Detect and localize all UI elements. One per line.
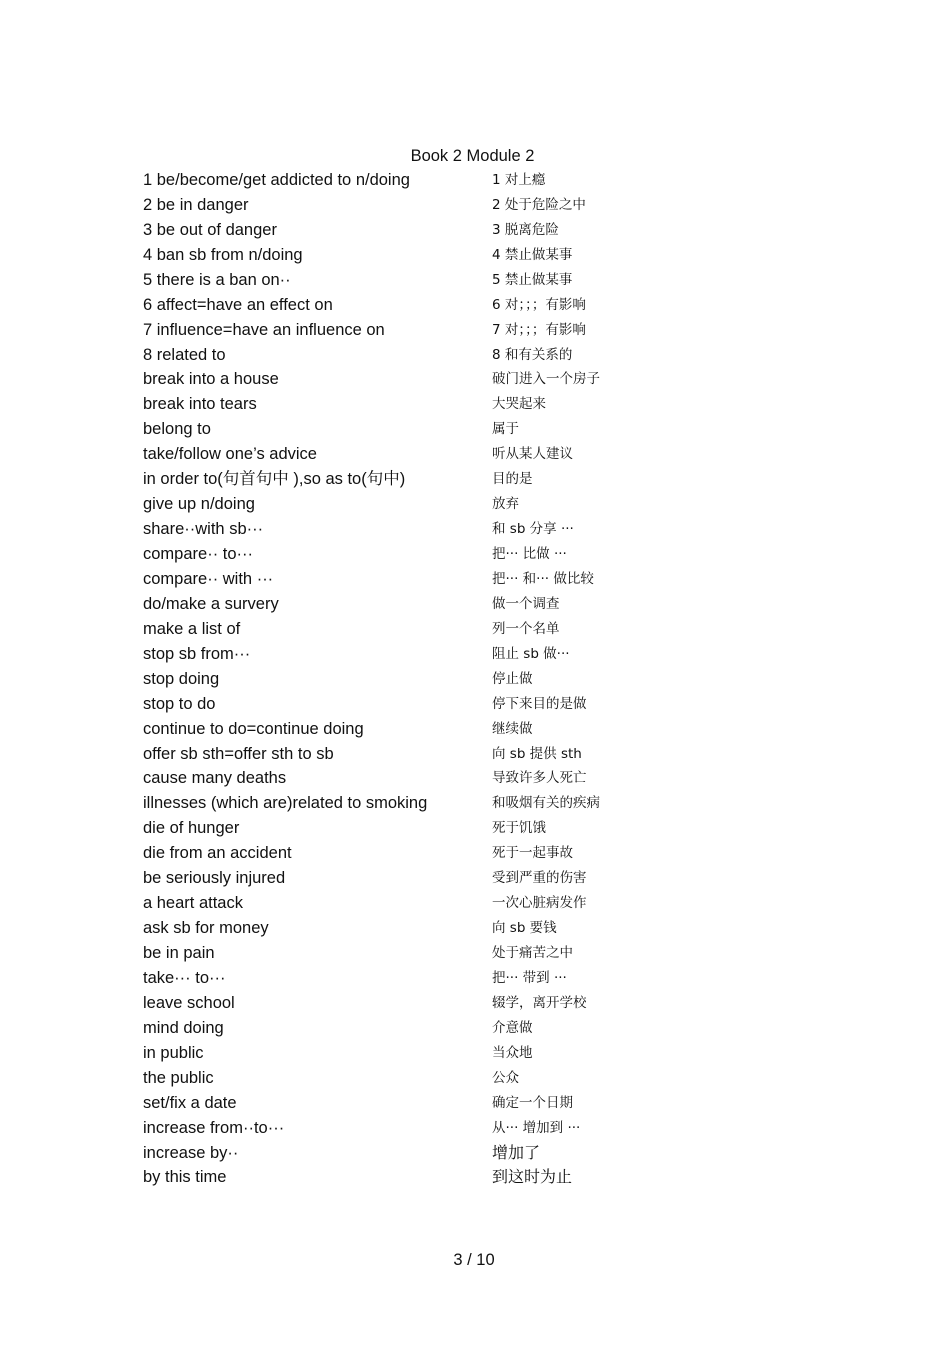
english-phrase: take/follow one’s advice [143, 445, 317, 464]
chinese-meaning: 介意做 [492, 1019, 533, 1036]
list-item [143, 318, 703, 343]
chinese-meaning: 停止做 [492, 670, 533, 687]
english-phrase: 6 affect=have an effect on [143, 295, 333, 314]
english-phrase: in order to(句首句中 ),so as to(句中) [143, 470, 406, 489]
english-phrase: die from an accident [143, 844, 292, 863]
english-phrase: cause many deaths [143, 769, 287, 788]
chinese-meaning: 做一个调查 [492, 595, 560, 612]
chinese-meaning: 受到严重的伤害 [492, 870, 587, 887]
vocabulary-list [143, 168, 703, 1190]
chinese-meaning: 阻止 sb 做··· [492, 645, 570, 662]
english-phrase: a heart attack [143, 894, 243, 913]
english-phrase: 1 be/become/get addicted to n/doing [143, 170, 410, 189]
english-phrase: continue to do=continue doing [143, 719, 364, 738]
english-phrase: 3 be out of danger [143, 220, 277, 239]
list-item [143, 442, 703, 467]
english-phrase: make a list of [143, 619, 241, 638]
english-phrase: 2 be in danger [143, 195, 249, 214]
chinese-meaning: 把··· 和··· 做比较 [492, 570, 594, 587]
english-phrase: ask sb for money [143, 919, 269, 938]
english-phrase: break into tears [143, 395, 257, 414]
english-phrase: the public [143, 1068, 214, 1087]
chinese-meaning: 死于一起事故 [492, 845, 573, 862]
list-item [143, 1091, 703, 1116]
english-phrase: set/fix a date [143, 1093, 237, 1112]
list-item [143, 542, 703, 567]
english-phrase: share··with sb··· [143, 520, 264, 539]
english-phrase: 7 influence=have an influence on [143, 320, 385, 339]
list-item [143, 392, 703, 417]
list-item [143, 991, 703, 1016]
english-phrase: give up n/doing [143, 495, 255, 514]
chinese-meaning: 辍学，离开学校 [492, 994, 587, 1011]
list-item [143, 891, 703, 916]
list-item [143, 467, 703, 492]
list-item [143, 816, 703, 841]
page-number: 3 / 10 [453, 1251, 495, 1269]
chinese-meaning: 7 对；；；有影响 [492, 321, 586, 338]
chinese-meaning: 大哭起来 [492, 396, 546, 413]
list-item [143, 717, 703, 742]
english-phrase: increase by·· [143, 1143, 239, 1162]
list-item [143, 791, 703, 816]
list-item [143, 1041, 703, 1066]
chinese-meaning: 向 sb 要钱 [492, 920, 557, 937]
list-item [143, 417, 703, 442]
list-item [143, 343, 703, 368]
chinese-meaning: 放弃 [492, 496, 519, 513]
chinese-meaning: 一次心脏病发作 [492, 895, 587, 912]
list-item [143, 841, 703, 866]
list-item [143, 193, 703, 218]
english-phrase: stop to do [143, 694, 216, 713]
english-phrase: compare·· with ··· [143, 569, 274, 588]
chinese-meaning: 死于饥饿 [492, 820, 546, 837]
chinese-meaning: 2 处于危险之中 [492, 196, 586, 213]
english-phrase: be in pain [143, 944, 215, 962]
english-phrase: do/make a survery [143, 594, 279, 613]
english-phrase: 4 ban sb from n/doing [143, 245, 303, 264]
english-phrase: 8 related to [143, 345, 226, 364]
list-item [143, 368, 703, 393]
english-phrase: in public [143, 1043, 204, 1062]
chinese-meaning: 公众 [492, 1069, 519, 1086]
english-phrase: increase from··to··· [143, 1118, 285, 1137]
chinese-meaning: 5 禁止做某事 [492, 271, 573, 288]
english-phrase: break into a house [143, 370, 279, 389]
english-phrase: mind doing [143, 1018, 224, 1037]
list-item [143, 243, 703, 268]
list-item [143, 492, 703, 517]
chinese-meaning: 6 对；；；有影响 [492, 296, 586, 313]
list-item [143, 1166, 703, 1191]
english-phrase: stop doing [143, 669, 220, 688]
english-phrase: illnesses (which are)related to smoking [143, 794, 428, 813]
english-phrase: belong to [143, 420, 211, 439]
english-phrase: take··· to··· [143, 968, 226, 987]
chinese-meaning: 把··· 带到 ··· [492, 969, 567, 986]
list-item [143, 767, 703, 792]
chinese-meaning: 停下来目的是做 [492, 695, 587, 712]
chinese-meaning: 破门进入一个房子 [492, 371, 600, 388]
english-phrase: by this time [143, 1168, 227, 1187]
list-item [143, 916, 703, 941]
list-item [143, 941, 703, 966]
chinese-meaning: 4 禁止做某事 [492, 246, 573, 263]
english-phrase: be seriously injured [143, 869, 286, 888]
chinese-meaning: 属于 [492, 421, 519, 438]
list-item [143, 592, 703, 617]
list-item [143, 567, 703, 592]
english-phrase: leave school [143, 993, 235, 1012]
chinese-meaning: 当众地 [492, 1044, 533, 1061]
chinese-meaning: 到这时为止 [492, 1167, 573, 1187]
list-item [143, 642, 703, 667]
list-item [143, 268, 703, 293]
english-phrase: offer sb sth=offer sth to sb [143, 744, 334, 763]
page-title: Book 2 Module 2 [410, 147, 535, 165]
english-phrase: compare·· to··· [143, 545, 254, 563]
chinese-meaning: 从··· 增加到 ··· [492, 1119, 581, 1136]
chinese-meaning: 和 sb 分享 ··· [492, 521, 574, 538]
chinese-meaning: 确定一个日期 [492, 1094, 573, 1111]
list-item [143, 1016, 703, 1041]
list-item [143, 866, 703, 891]
chinese-meaning: 把··· 比做 ··· [492, 546, 567, 562]
chinese-meaning: 听从某人建议 [492, 446, 573, 463]
list-item [143, 692, 703, 717]
chinese-meaning: 列一个名单 [492, 620, 560, 637]
chinese-meaning: 处于痛苦之中 [492, 945, 573, 961]
chinese-meaning: 导致许多人死亡 [492, 770, 587, 787]
list-item [143, 742, 703, 767]
english-phrase: die of hunger [143, 819, 240, 838]
list-item [143, 293, 703, 318]
chinese-meaning: 3 脱离危险 [492, 221, 559, 238]
chinese-meaning: 1 对上瘾 [492, 171, 546, 188]
chinese-meaning: 向 sb 提供 sth [492, 745, 582, 762]
list-item [143, 517, 703, 542]
list-item [143, 617, 703, 642]
english-phrase: 5 there is a ban on·· [143, 270, 291, 289]
english-phrase: stop sb from··· [143, 644, 251, 663]
list-item [143, 168, 703, 193]
chinese-meaning: 继续做 [492, 720, 533, 737]
list-item [143, 667, 703, 692]
list-item [143, 1066, 703, 1091]
chinese-meaning: 目的是 [492, 471, 533, 488]
chinese-meaning: 和吸烟有关的疾病 [492, 795, 600, 812]
chinese-meaning: 8 和有关系的 [492, 346, 573, 363]
list-item [143, 1141, 703, 1166]
list-item [143, 1116, 703, 1141]
list-item [143, 218, 703, 243]
list-item [143, 966, 703, 991]
chinese-meaning: 增加了 [492, 1142, 541, 1162]
